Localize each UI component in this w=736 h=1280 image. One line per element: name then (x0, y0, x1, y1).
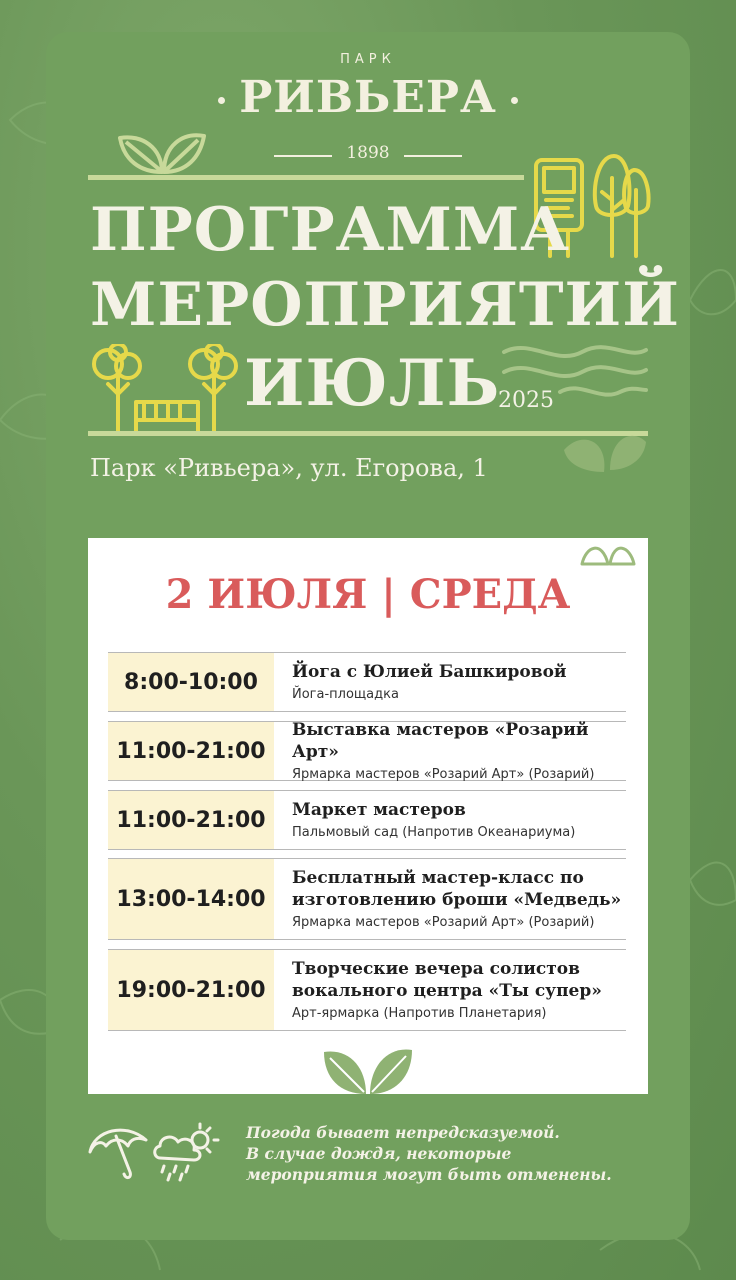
logo-name-text: РИВЬЕРА (239, 72, 497, 123)
logo-name (0, 72, 736, 123)
event-name: Маркет мастеров (292, 799, 466, 820)
notice-line3: мероприятия могут быть отменены. (246, 1165, 612, 1184)
event-name-line2: изготовлению броши «Медведь» (292, 889, 622, 910)
weather-notice (246, 1122, 666, 1185)
leaf-icon-panel-bottom (318, 1044, 418, 1096)
divider-top (88, 175, 524, 180)
event-time: 11:00-21:00 (108, 791, 274, 849)
event-name: Йога с Юлией Башкировой (292, 661, 567, 682)
title-year: 2025 (498, 388, 554, 413)
notice-line1: Погода бывает непредсказуемой. (246, 1123, 560, 1142)
logo-dot-left (218, 97, 225, 104)
address: Парк «Ривьера», ул. Егорова, 1 (90, 454, 488, 482)
logo-dot-right (511, 97, 518, 104)
event-info (292, 859, 626, 939)
event-row (108, 721, 626, 781)
event-row (108, 858, 626, 940)
leaf-icon (112, 128, 212, 178)
event-place: Пальмовый сад (Напротив Океанариума) (292, 824, 576, 840)
event-row (108, 652, 626, 712)
leaf-icon-right (552, 420, 652, 482)
umbrella-icon (86, 1122, 152, 1180)
wave-lines (500, 336, 650, 410)
event-name: Выставка мастеров «Розарий Арт» (292, 719, 589, 762)
event-time: 19:00-21:00 (108, 950, 274, 1030)
event-info (292, 653, 626, 711)
event-row (108, 949, 626, 1031)
title-line1: ПРОГРАММА (90, 195, 571, 265)
day-title: 2 ИЮЛЯ | СРЕДА (165, 571, 571, 618)
event-time: 8:00-10:00 (108, 653, 274, 711)
event-place: Ярмарка мастеров «Розарий Арт» (Розарий) (292, 914, 595, 930)
event-place: Йога-площадка (292, 686, 399, 702)
event-info (292, 719, 626, 782)
title-month: ИЮЛЬ (244, 346, 501, 421)
leaf-icon-panel-top (578, 536, 638, 568)
event-time: 13:00-14:00 (108, 859, 274, 939)
title-line2: МЕРОПРИЯТИЙ (90, 270, 680, 340)
logo-top-text: ПАРК (340, 52, 396, 67)
event-row (108, 790, 626, 850)
event-info (292, 950, 626, 1030)
event-info (292, 791, 626, 849)
event-name-line1: Бесплатный мастер-класс по (292, 867, 584, 888)
event-name-line1: Творческие вечера солистов (292, 958, 580, 979)
event-name-line2: вокального центра «Ты супер» (292, 980, 602, 1001)
bench-icon (86, 344, 240, 434)
event-place: Арт-ярмарка (Напротив Планетария) (292, 1005, 547, 1021)
event-place: Ярмарка мастеров «Розарий Арт» (Розарий) (292, 766, 595, 782)
notice-line2: В случае дождя, некоторые (246, 1144, 512, 1163)
event-time: 11:00-21:00 (108, 722, 274, 780)
logo-year: 1898 (346, 143, 390, 163)
cloud-rain-sun-icon (150, 1122, 220, 1182)
